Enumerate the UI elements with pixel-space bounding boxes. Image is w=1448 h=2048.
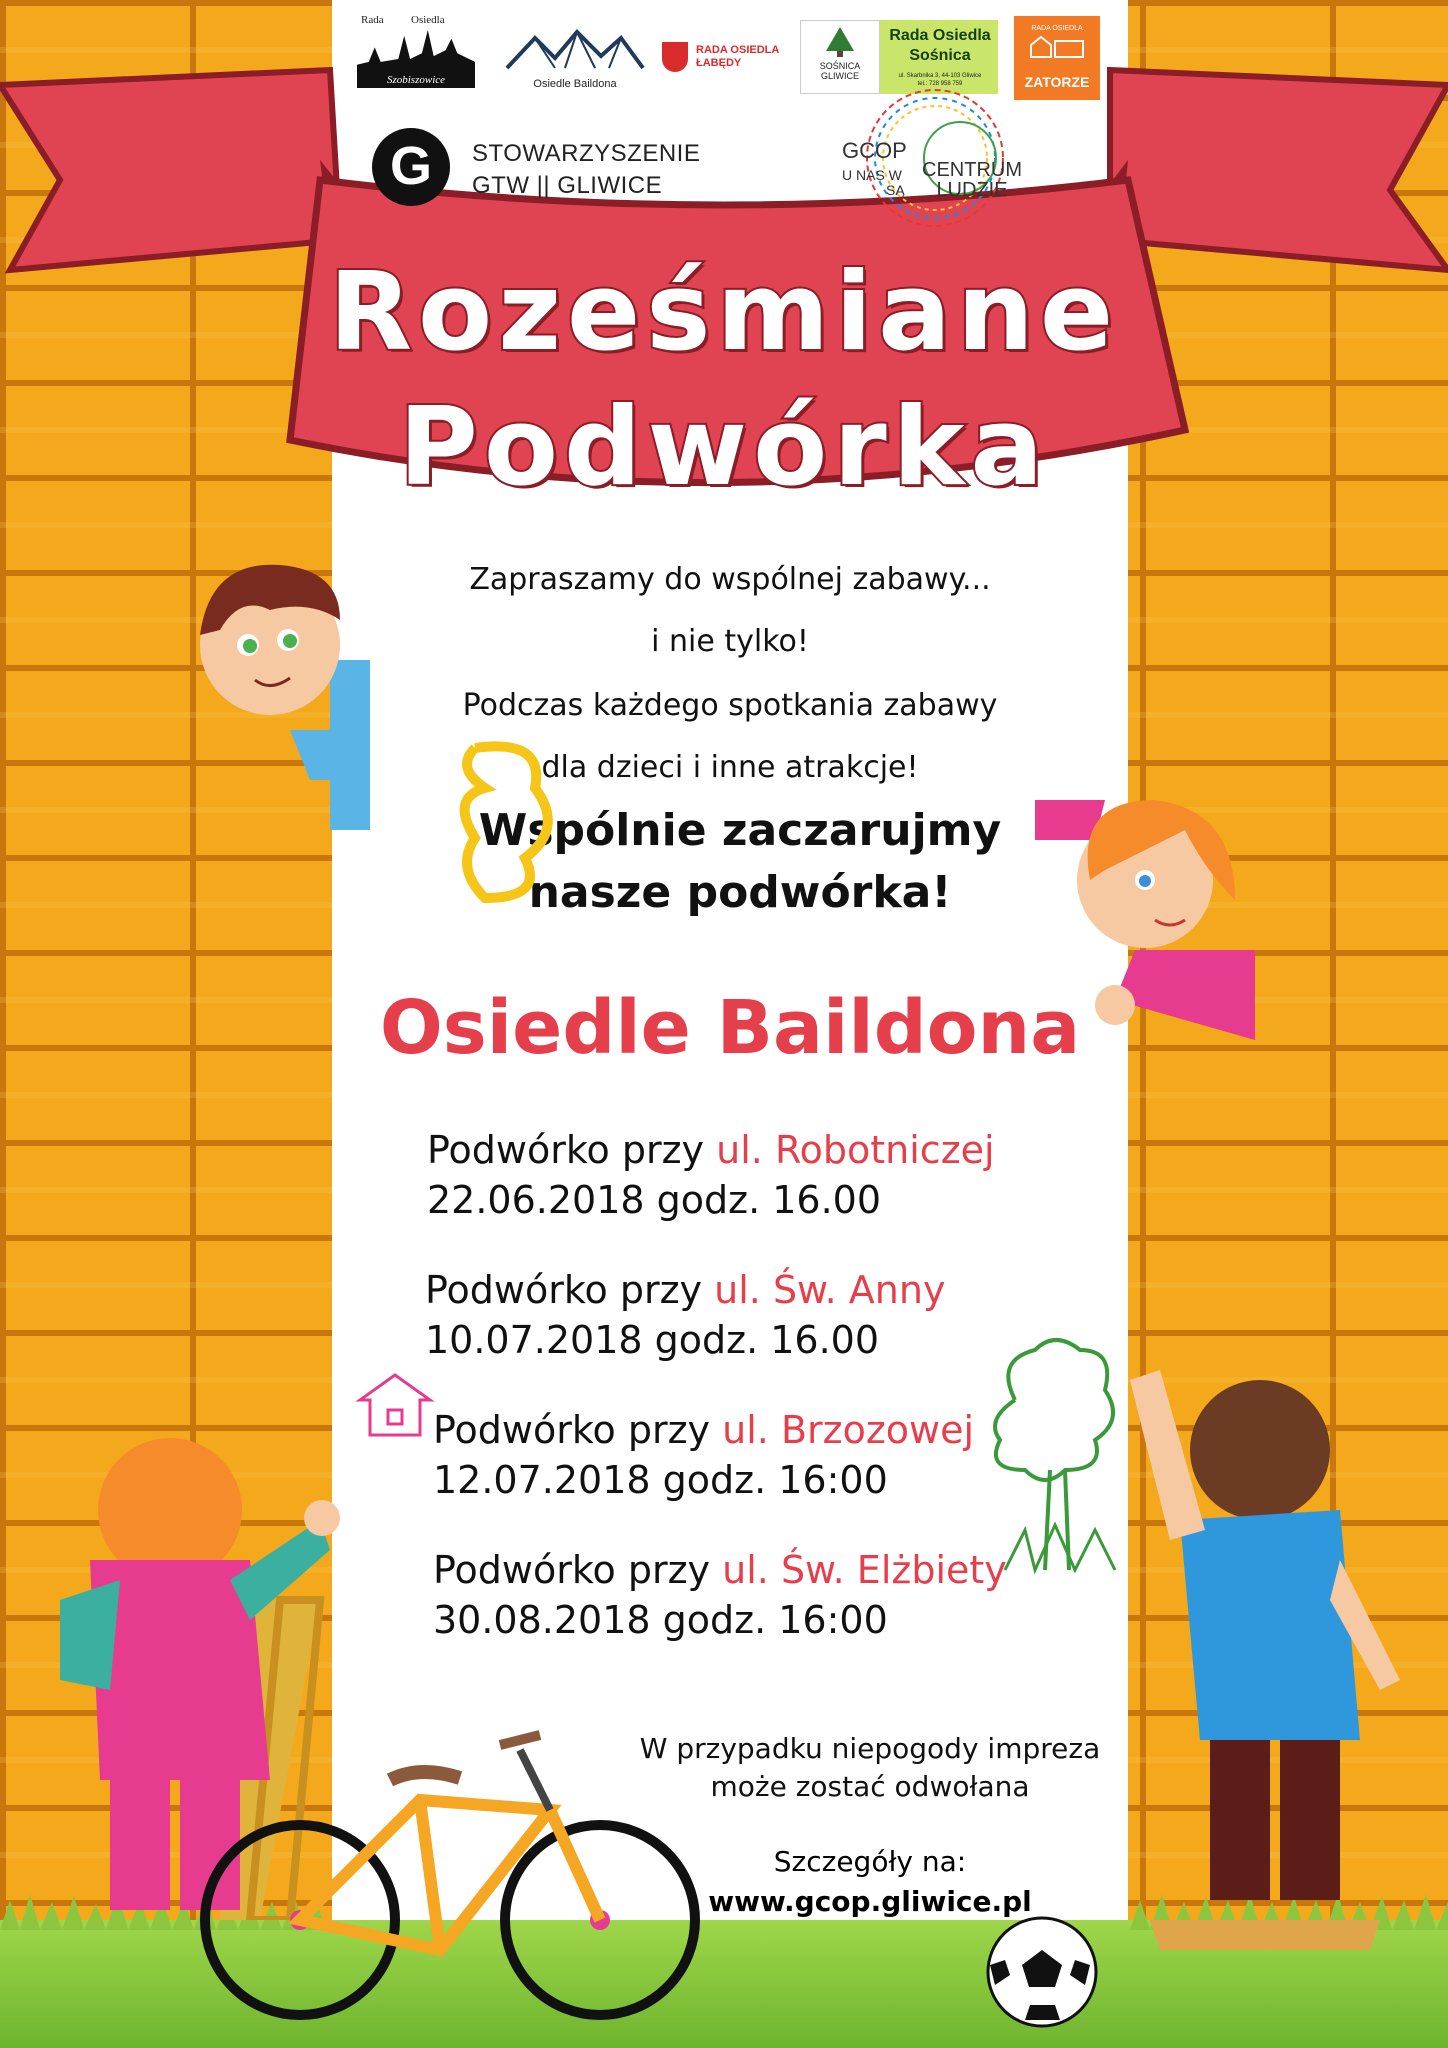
boy-peeking-illustration	[140, 540, 370, 830]
event-location	[425, 1268, 1105, 1312]
house-doodle-illustration	[350, 1370, 440, 1440]
event-date: 10.07.2018 godz. 16.00	[425, 1318, 880, 1362]
intro-text: Podczas każdego spotkania zabawy	[462, 688, 998, 723]
logo-text: SOŚNICA	[819, 61, 861, 71]
crayon-scribble-illustration	[455, 738, 575, 908]
logo-text: ZATORZE	[1024, 74, 1090, 90]
building-icon	[1027, 33, 1087, 59]
intro-text: dla dzieci i inne atrakcje!	[541, 750, 919, 785]
logo-text: STOWARZYSZENIE	[472, 140, 701, 167]
event-street: ul. Brzozowej	[722, 1408, 975, 1452]
event-date: 22.06.2018 godz. 16.00	[427, 1178, 882, 1222]
logo-text: RADA OSIEDLA	[696, 44, 780, 56]
logo-text: SĄ	[886, 182, 905, 198]
logo-text: LUDZIE	[936, 179, 1008, 201]
event-date: 30.08.2018 godz. 16:00	[433, 1598, 888, 1642]
weather-text: może zostać odwołana	[710, 1770, 1030, 1803]
logo-text: RADA OSIEDLA	[1031, 25, 1083, 32]
intro-text: i nie tylko!	[651, 624, 809, 659]
soccer-ball-illustration	[985, 1915, 1100, 2030]
logo-text: ŁABĘDY	[696, 57, 742, 69]
logo-text: Osiedla	[411, 14, 445, 26]
event-prefix: Podwórko przy	[433, 1548, 711, 1592]
event-prefix: Podwórko przy	[427, 1128, 705, 1172]
title-line-1: Roześmiane	[328, 250, 1120, 375]
labedy-logo	[660, 40, 790, 80]
logo-text	[696, 44, 779, 70]
gcop-logo	[810, 78, 1050, 228]
event-street: ul. Św. Anny	[714, 1268, 946, 1312]
gtw-emblem-icon: G	[372, 128, 450, 206]
girl-peeking-illustration	[1035, 760, 1295, 1060]
mountains-icon	[505, 28, 645, 74]
event-street: ul. Robotniczej	[716, 1128, 995, 1172]
logo-text: GCOP	[842, 138, 907, 163]
logo-text: CENTRUM	[922, 159, 1022, 181]
szobiszowice-logo	[357, 10, 475, 88]
logo-text	[842, 168, 905, 198]
bicycle-illustration	[190, 1720, 710, 2020]
logo-text: Osiedle Baildona	[533, 78, 617, 90]
tree-doodle-illustration	[985, 1330, 1125, 1580]
logo-title	[884, 26, 996, 66]
event-prefix: Podwórko przy	[425, 1268, 703, 1312]
event-date: 12.07.2018 godz. 16:00	[433, 1458, 888, 1502]
website-link[interactable]: www.gcop.gliwice.pl	[708, 1885, 1032, 1918]
slogan-text: nasze podwórka!	[528, 867, 952, 918]
district-heading: Osiedle Baildona	[379, 985, 1081, 1071]
baildona-logo	[505, 28, 645, 90]
event-prefix: Podwórko przy	[433, 1408, 711, 1452]
logo-text: ul. Skarbnika 3, 44-103 Gliwice	[898, 73, 982, 79]
logo-text: Szobiszowice	[386, 74, 446, 86]
logo-text: tel.: 728 958 759	[917, 81, 963, 87]
event-street: ul. Św. Elżbiety	[722, 1548, 1007, 1592]
tree-icon	[820, 25, 860, 59]
boy-drawing-illustration	[1110, 1360, 1420, 1950]
logo-text: GLIWICE	[820, 71, 859, 81]
intro-text: Zapraszamy do wspólnej zabawy...	[469, 562, 991, 597]
logo-text: U NAS W	[842, 167, 902, 183]
weather-text: W przypadku niepogody impreza	[639, 1732, 1101, 1765]
details-label: Szczegóły na:	[773, 1845, 967, 1878]
event-location	[427, 1128, 1105, 1172]
title-line-2: Podwórka	[398, 385, 1050, 510]
crest-icon	[662, 42, 688, 72]
logo-text: Sośnica	[909, 47, 971, 64]
event-item	[427, 1128, 1105, 1268]
slogan-text: Wspólnie zaczarujmy	[478, 805, 1002, 856]
logo-text	[922, 160, 1022, 200]
gtw-logo	[372, 128, 701, 218]
logo-text: GTW || GLIWICE	[472, 172, 663, 199]
logo-text: Rada	[361, 14, 384, 26]
logo-text: Rada Osiedla	[889, 27, 991, 44]
